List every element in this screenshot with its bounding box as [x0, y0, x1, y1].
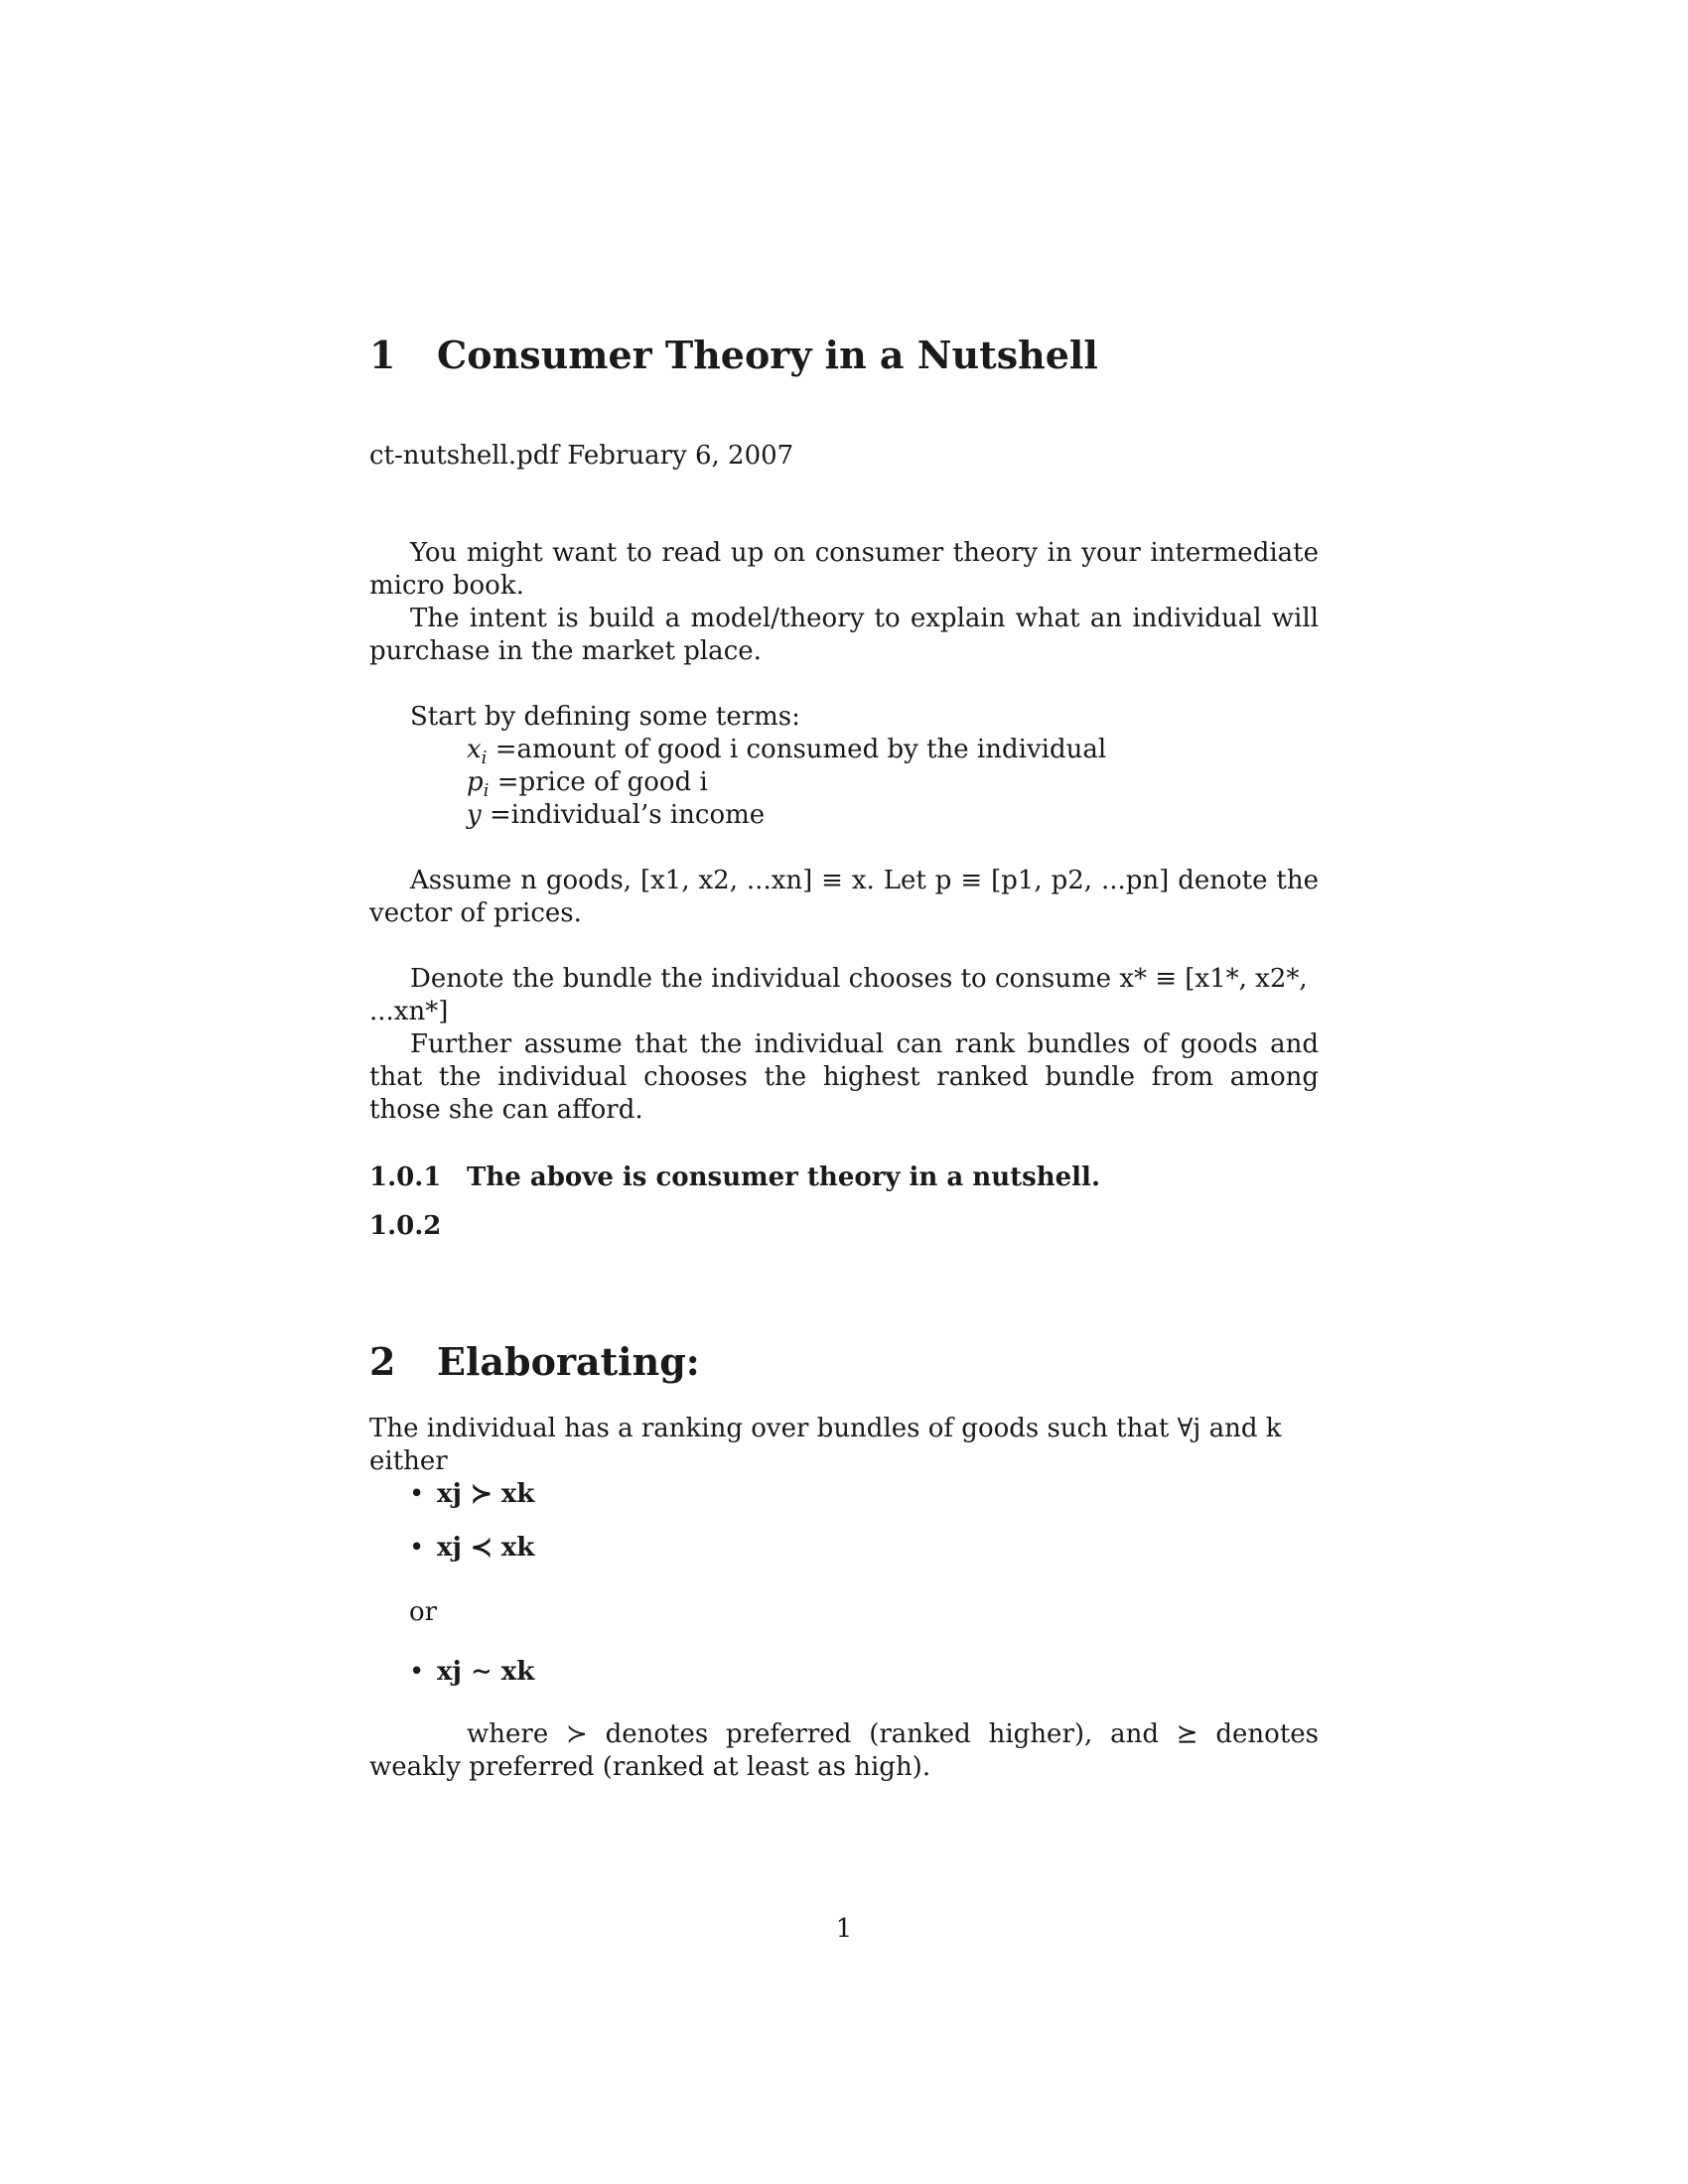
subsection-1-0-2: [369, 1210, 1319, 1243]
section-2-heading: [369, 1340, 1319, 1384]
definition-symbol: x: [467, 735, 482, 764]
bullet-list-item: [369, 1656, 1319, 1696]
section-2-intro: The individual has a ranking over bundles of goods such that ∀j and k either: [369, 1414, 1282, 1476]
file-date-line: ct-nutshell.pdf February 6, 2007: [369, 441, 794, 471]
definition-item: [467, 799, 1319, 832]
section-2-title: Elaborating:: [437, 1339, 700, 1384]
definition-item: [467, 766, 1319, 802]
bullet-list-item: [369, 1532, 1319, 1571]
bullet-text: xj ≺ xk: [437, 1533, 535, 1563]
bullet-text: xj ∼ xk: [437, 1657, 535, 1687]
bullet-list-item: [369, 1478, 1319, 1518]
bullet-icon: •: [409, 1479, 425, 1509]
definition-symbol: y: [467, 800, 482, 830]
definition-item: [467, 734, 1319, 769]
paragraph-intent: The intent is build a model/theory to explain what an individual will purchase in the market place.: [369, 604, 1319, 666]
section-2-number: 2: [369, 1339, 396, 1384]
section-1-heading: [369, 334, 1319, 377]
section-1-title: Consumer Theory in a Nutshell: [437, 333, 1098, 377]
paragraph-assume-goods: Assume n goods, [x1, x2, ...xn] ≡ x. Let p ≡ [p1, p2, ...pn] denote the vector of prices.: [369, 866, 1319, 928]
bullet-icon: •: [409, 1533, 425, 1563]
definitions-list: [369, 734, 1319, 832]
bullet-icon: •: [409, 1657, 425, 1687]
page-number: 1: [835, 1914, 853, 1944]
definition-text: =individual’s income: [489, 800, 766, 830]
paragraph-intro: You might want to read up on consumer theory in your intermediate micro book.: [369, 538, 1319, 601]
bullet-text: xj ≻ xk: [437, 1479, 535, 1509]
paragraph-ranking: Further assume that the individual can rank bundles of goods and that the individual chooses the highest ranked bundle from among those she can afford.: [369, 1029, 1319, 1125]
definition-symbol: p: [467, 767, 484, 797]
section-1-number: 1: [369, 333, 396, 377]
terms-intro: Start by defining some terms:: [410, 702, 800, 732]
or-connector: or: [409, 1597, 438, 1627]
definition-text: =price of good i: [496, 767, 708, 797]
paragraph-chosen-bundle: Denote the bundle the individual chooses to consume x* ≡ [x1*, x2*, ...xn*]: [369, 964, 1308, 1026]
definition-subscript: i: [481, 748, 488, 769]
subsection-number: 1.0.2: [369, 1211, 442, 1241]
subsection-number: 1.0.1: [369, 1162, 442, 1192]
definition-text: =amount of good i consumed by the individual: [494, 735, 1107, 764]
subsection-1-0-1: [369, 1161, 1319, 1194]
paragraph-preference-definition: where ≻ denotes preferred (ranked higher), and ⪰ denotes weakly preferred (ranked at least as high).: [369, 1719, 1319, 1782]
subsection-title: The above is consumer theory in a nutshell.: [467, 1162, 1100, 1192]
definition-subscript: i: [483, 780, 490, 802]
